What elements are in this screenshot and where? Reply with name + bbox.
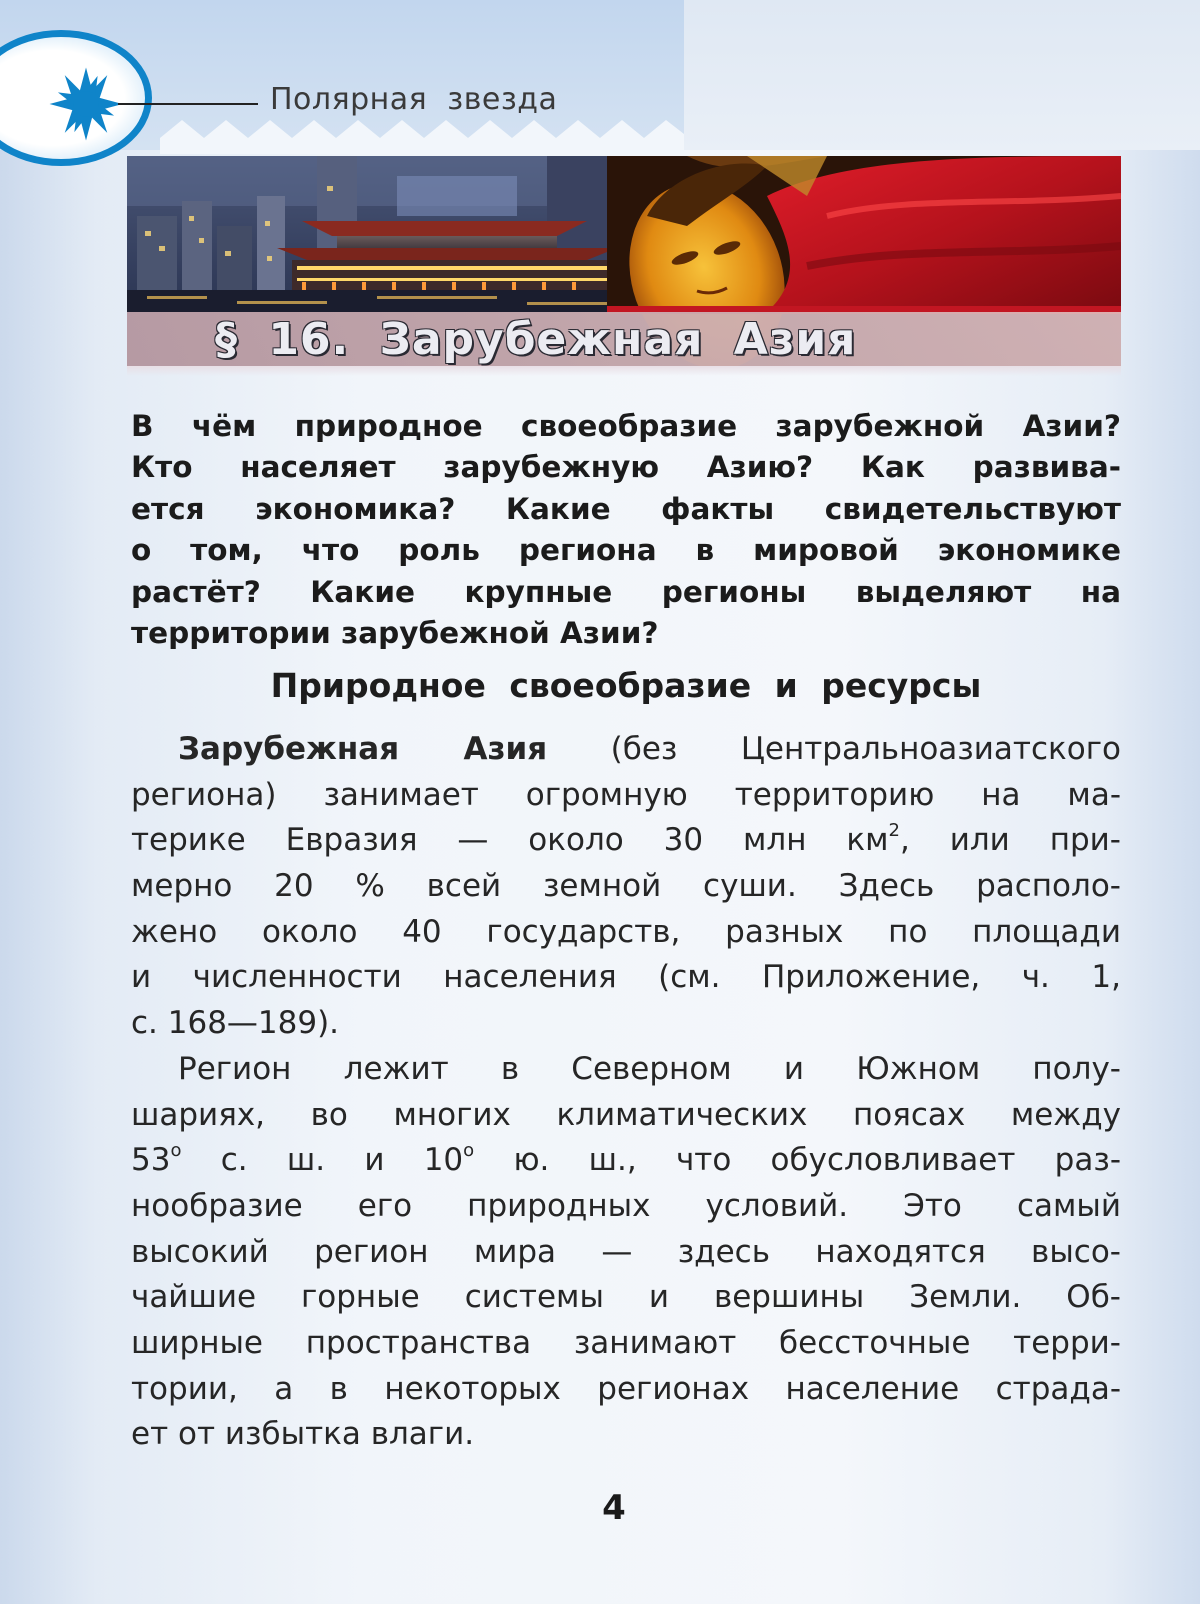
paragraph-line [131, 1138, 1121, 1184]
paragraph-line: тории, а в некоторых регионах население страда- [131, 1370, 1121, 1407]
paragraph-line: ширные пространства занимают бессточные терри- [131, 1324, 1121, 1361]
paragraph-line [131, 727, 1121, 773]
degree-sign: о [463, 1140, 475, 1162]
question-line: территории зарубежной Азии? [131, 615, 659, 650]
paragraph-line: чайшие горные системы и вершины Земли. Об- [131, 1279, 1121, 1316]
paragraph-line: жено около 40 государств, разных по площади [131, 913, 1121, 950]
header-zigzag [160, 118, 684, 154]
paragraph-line: мерно 20 % всей земной суши. Здесь располо- [131, 868, 1121, 905]
header-rule [118, 103, 258, 105]
question-line: о том, что роль региона в мировой экономике [131, 533, 1121, 568]
text-run: терике Евразия — около 30 млн км [131, 822, 889, 859]
question-line: растёт? Какие крупные регионы выделяют на [131, 574, 1121, 609]
header-band-right [684, 0, 1200, 150]
question-line: Кто населяет зарубежную Азию? Как развива- [131, 450, 1121, 485]
text-run: ю. ш., что обусловливает раз- [513, 1142, 1121, 1179]
text-run: (без Центральноазиатского [610, 731, 1121, 767]
banner-shadow [127, 366, 1121, 376]
text-run: , или при- [899, 822, 1121, 859]
paragraph-line: региона) занимает огромную территорию на ма- [131, 776, 1121, 813]
question-line: ется экономика? Какие факты свидетельствуют [131, 491, 1121, 526]
paragraph-line: шариях, во многих климатических поясах между [131, 1096, 1121, 1133]
guiding-questions [131, 406, 1121, 654]
paragraph-line [131, 818, 1121, 864]
chapter-title: § 16. Зарубежная Азия [215, 314, 857, 365]
paragraph-line: высокий регион мира — здесь находятся высо- [131, 1233, 1121, 1270]
text-run: 53 [131, 1142, 171, 1179]
chapter-banner [127, 156, 1121, 366]
section-subheading: Природное своеобразие и ресурсы [270, 666, 982, 705]
paragraph-line: и численности населения (см. Приложение, ч. 1, [131, 959, 1121, 996]
page-number: 4 [602, 1488, 626, 1528]
term-bold: Зарубежная Азия [178, 731, 548, 767]
degree-sign: о [170, 1140, 182, 1162]
body-text [131, 727, 1121, 1458]
paragraph-line: с. 168—189). [131, 1005, 340, 1042]
superscript: 2 [888, 820, 900, 842]
north-star-icon [48, 66, 124, 142]
text-run: с. ш. и 10 [220, 1142, 464, 1179]
question-line: В чём природное своеобразие зарубежной Азии? [131, 409, 1121, 443]
paragraph-line: нообразие его природных условий. Это самый [131, 1187, 1121, 1224]
running-title: Полярная звезда [270, 82, 558, 117]
paragraph-line: Регион лежит в Северном и Южном полу- [178, 1050, 1121, 1087]
paragraph-line: ет от избытка влаги. [131, 1416, 475, 1453]
